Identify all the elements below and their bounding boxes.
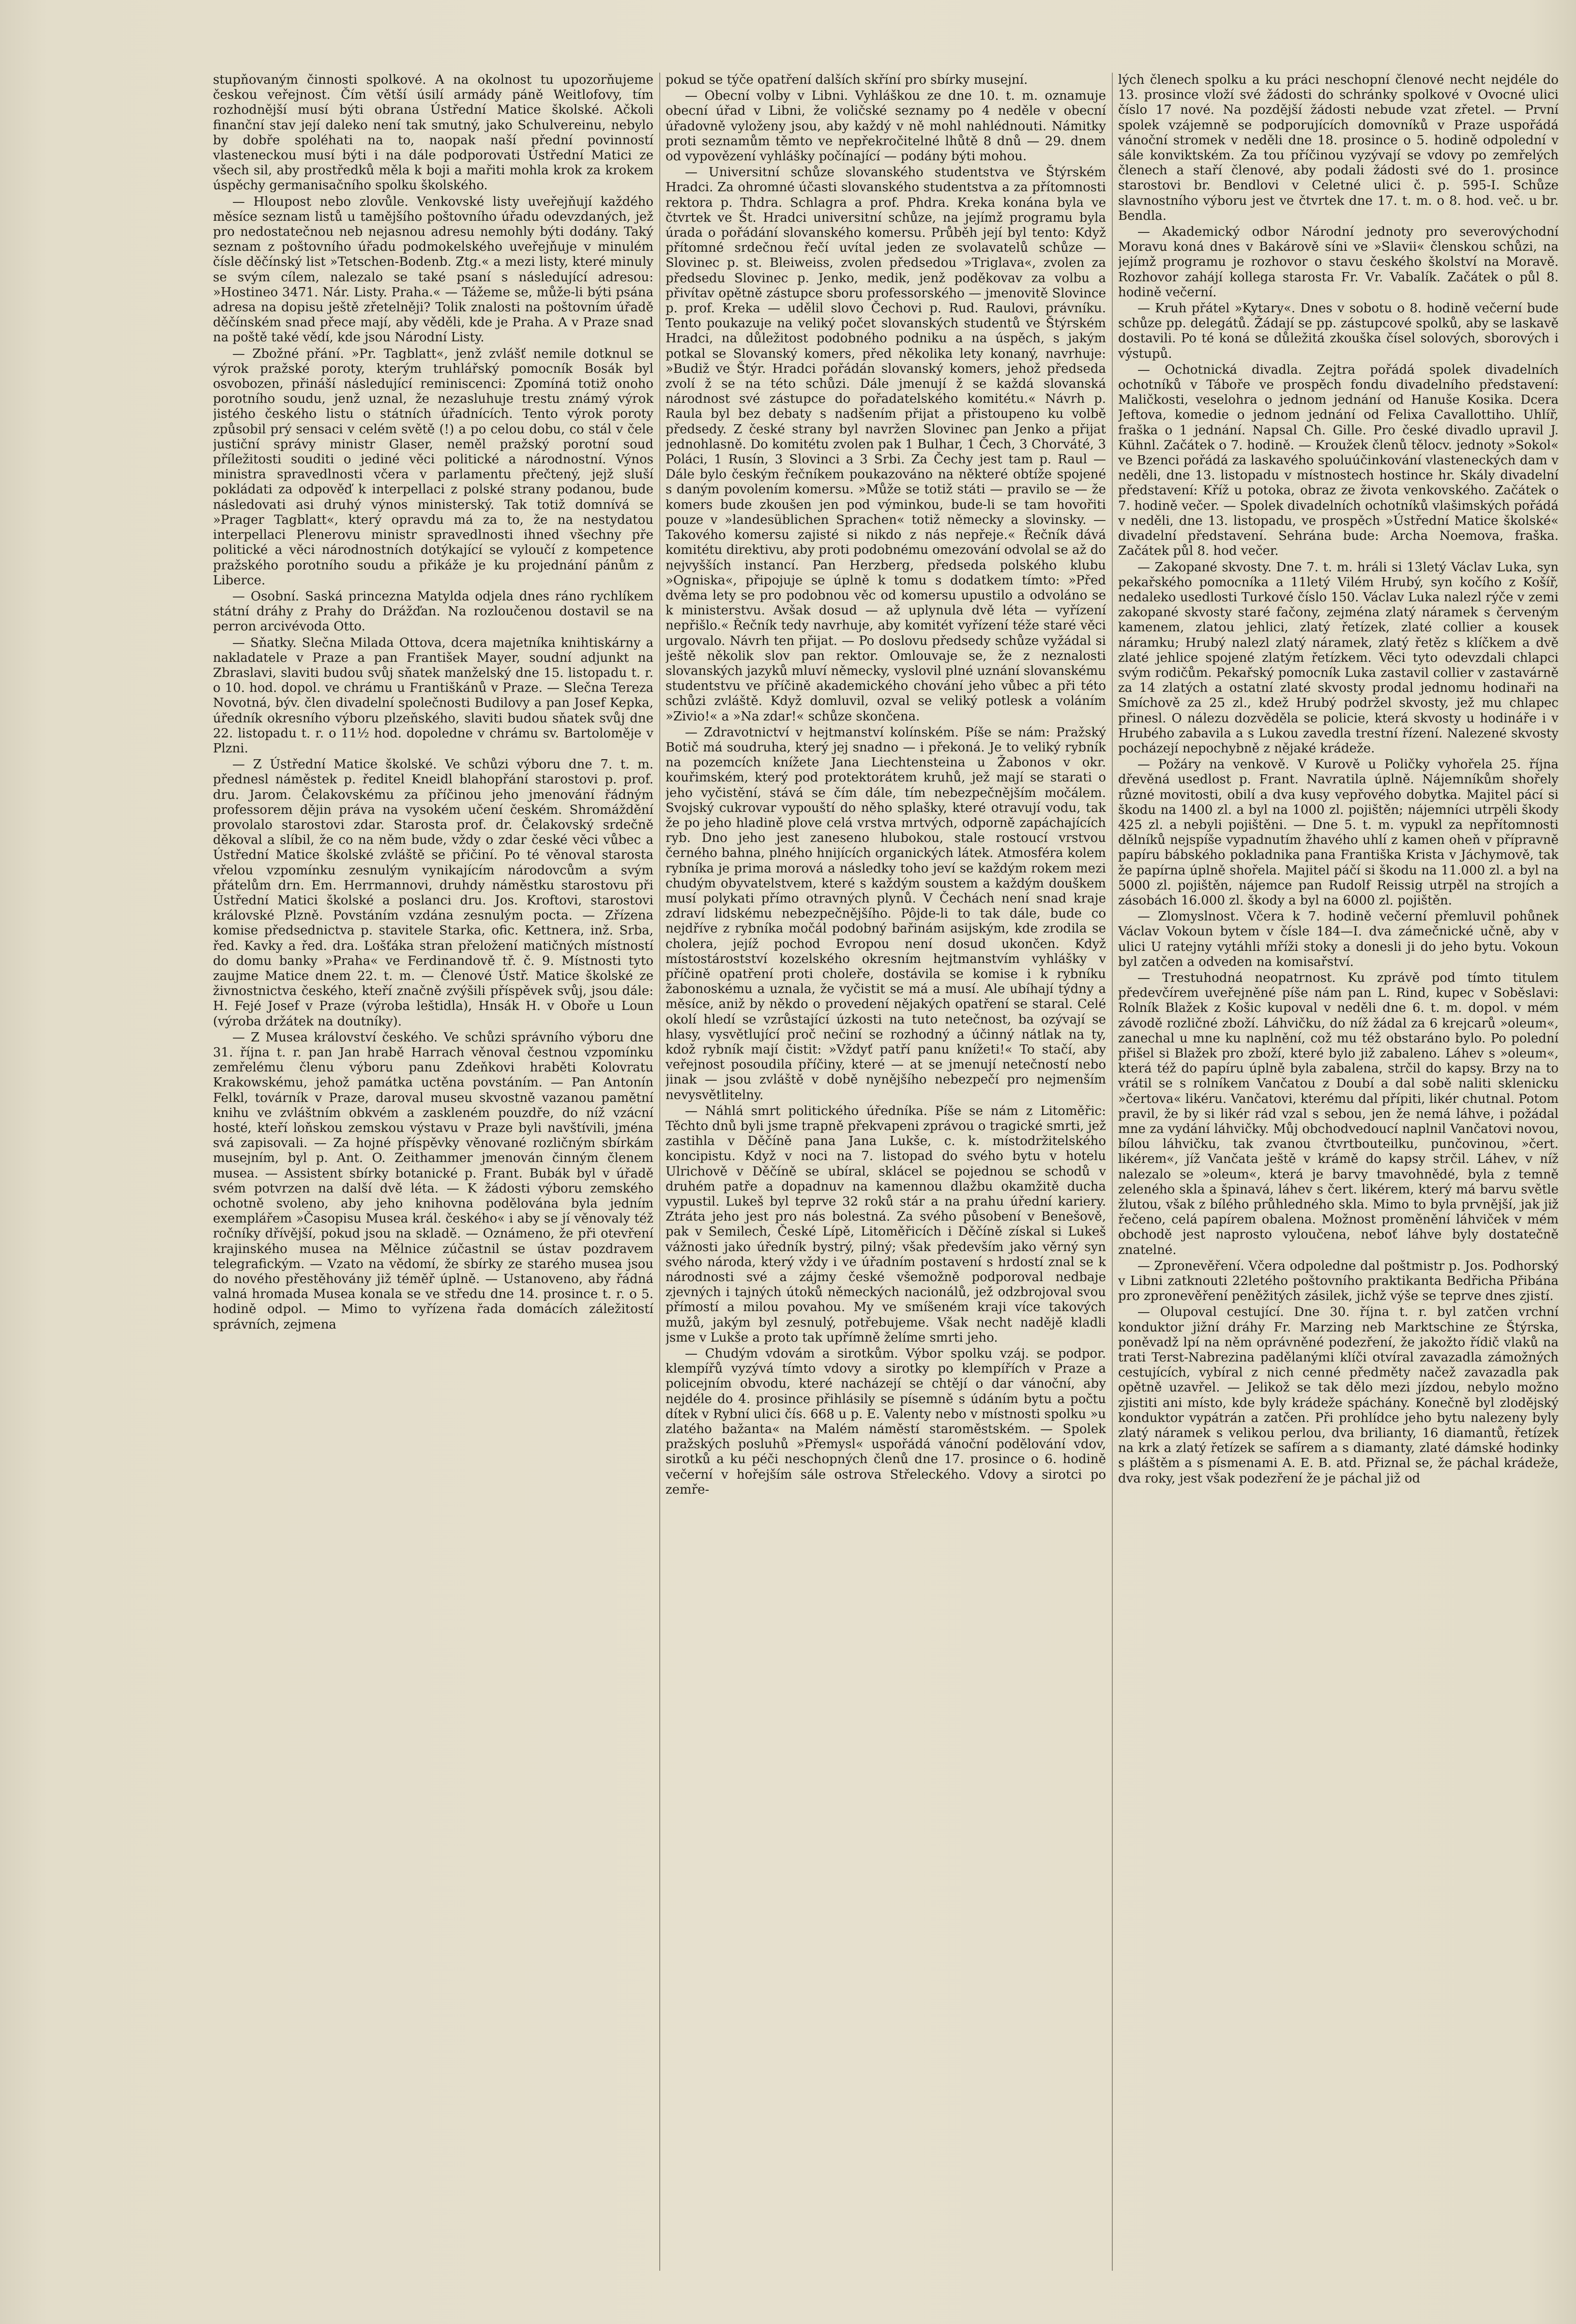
article-paragraph: — Akademický odbor Národní jednoty pro severovýchodní Moravu koná dnes v Bakárově síni ve »Slavii« členskou schůzi, na jejímž programu je rozhovor o stavu českého školství na Moravě. Rozhovor zahájí kollega starosta Fr. Vr. Vabalík. Začátek o půl 8. hodině večerní.	[1118, 225, 1559, 300]
article-paragraph: — Náhlá smrt politického úředníka. Píše se nám z Litoměřic: Těchto dnů byli jsme trapně překvapeni zprávou o tragické smrti, jež zastihla v Děčíně pana Jana Lukše, c. k. místodržitelského koncipistu. Když v noci na 7. listopad do svého bytu v hotelu Ulrichově v Děčíně se ubíral, sklácel se pojednou se schodů v druhém patře a dopadnuv na kamennou dlažbu okamžitě ducha vypustil. Lukeš byl teprve 32 roků stár a na prahu úřední kariery. Ztráta jeho jest pro nás bolestná. Za svého působení v Benešově, pak v Semilech, České Lípě, Litoměřicích i Děčíně získal si Lukeš vážnosti jako úředník bystrý, pilný; však především jako věrný syn svého národa, který vždy i ve úřadním postavení s hrdostí znal se k národnosti své a zájmy české všemožně podporoval nedbaje zjevných i tajných útoků německých nacionálů, jež odzbrojoval svou přímostí a milou povahou. My ve smíšeném kraji více takových mužů, jakým byl zesnulý, potřebujeme. Však necht nadějě kladli jsme v Lukše a proto tak upřímně želíme smrti jeho.	[666, 1103, 1106, 1345]
article-paragraph: — Osobní. Saská princezna Matylda odjela dnes ráno rychlíkem státní dráhy z Prahy do Drážďan. Na rozloučenou dostavil se na perron arcivévoda Otto.	[213, 589, 653, 634]
article-paragraph: — Zdravotnictví v hejtmanství kolínském. Píše se nám: Pražský Botič má soudruha, který jej snadno — i překoná. Je to veliký rybník na pozemcích knížete Jana Liechtensteina u Žabonos v okr. kouřimském, který pod protektorátem kruhů, jež mají se starati o jeho vyčistění, stává se čím dále, tím nebezpečnějším močálem. Svojský cukrovar vypouští do něho splašky, které otravují vodu, tak že po jeho hladině plove celá vrstva mrtvých, odporně zapáchajících ryb. Dno jeho jest zaneseno hlubokou, stale rostoucí vrstvou černého bahna, plného hnijících organických látek. Atmosféra kolem rybníka je prima morová a následky toho jeví se každým rokem mezi chudým obyvatelstvem, které s každým soustem a každým douškem musí polykati přímo otravných plynů. V Čechách není snad kraje zdraví lidskému nebezpečnějšího. Pôjde-li to tak dále, bude co nejdříve z rybníka močál podobný bařinám asijským, kde zrodila se cholera, jejíž pochod Evropou není dosud ukončen. Když místostárostství kozelského okresním hejtmanstvím vyhlášky v příčině opatření proti choleře, dostávila se komise i k rybníku žabonoskému a uznala, že vyčistit se má a musí. Ale ubíhají týdny a měsíce, aniž by někdo o provedení nějakých opatření se staral. Celé okolí hledí se vzrůstající úzkosti na tuto netečnost, ba ozývají se hlasy, vysvětlující proč nečiní se rozhodný a účinný nátlak na ty, kdož rybník mají čistit: »Vždyť patří panu knížeti!« To stačí, aby veřejnost posoudila příčiny, které — at se jmenují netečností nebo jinak — jsou zvláště v době nynějšího nebezpečí pro nejmenším nevysvětlitelny.	[666, 725, 1106, 1102]
article-paragraph: — Ochotnická divadla. Zejtra pořádá spolek divadelních ochotníků v Táboře ve prospěch fondu divadelního představení: Maličkosti, veselohra o jednom jednání od Hanuše Kosika. Dcera Jeftova, komedie o jednom jednání od Felixa Cavallottiho. Uhlíř, fraška o 1 jednání. Napsal Ch. Gille. Pro české divadlo upravil J. Kühnl. Začátek o 7. hodině. — Kroužek členů tělocv. jednoty »Sokol« ve Bzenci pořádá za laskavého spoluúčinkování vlasteneckých dam v neděli, dne 13. listopadu v místnostech hostince hr. Skály divadelní představení: Kříž u potoka, obraz ze života venkovského. Začátek o 7. hodině večer. — Spolek divadelních ochotníků vlašimských pořádá v neděli, dne 13. listopadu, ve prospěch »Ústřední Matice školské« divadelní představení. Sehrána bude: Archa Noemova, fraška. Začátek půl 8. hod večer.	[1118, 362, 1559, 559]
text-column-3	[1118, 73, 1559, 2271]
article-paragraph: — Z Musea království českého. Ve schůzi správního výboru dne 31. října t. r. pan Jan hrabě Harrach věnoval čestnou vzpomínku zemřelému členu výboru panu Zdeňkovi hraběti Kolovratu Krakowskému, jehož památka uctěna povstáním. — Pan Antonín Felkl, továrník v Praze, daroval museu skvostně vazanou pamětní knihu ve zvláštním obkvém a zaskleném pouzdře, do níž vzácní hosté, kteří loňskou zemskou výstavu v Praze byli navštívili, jména svá zapisovali. — Za hojné příspěvky věnované rozličným sbírkám musejním, byl p. Ant. O. Zeithammer jmenován činným členem musea. — Assistent sbírky botanické p. Frant. Bubák byl v úřadě svém potvrzen na další dvě léta. — K žádosti výboru zemského ochotně svoleno, aby jeho knihovna podělována byla jedním exemplářem »Časopisu Musea král. českého« i aby se jí věnovaly též ročníky dřívější, pokud jsou na skladě. — Oznámeno, že při otevření krajinského musea na Mělnice zúčastnil se ústav pozdravem telegrafickým. — Vzato na vědomí, že sbírky ze starého musea jsou do nového přestěhovány již téměř úplně. — Ustanoveno, aby řádná valná hromada Musea konala se ve středu dne 14. prosince t. r. o 5. hodině odpol. — Mimo to vyřízena řada domácích záležitostí správních, zejmena	[213, 1030, 653, 1332]
article-paragraph: — Zbožné přání. »Pr. Tagblatt«, jenž zvlášť nemile dotknul se výrok pražské poroty, kterým truhlářský pomocník Bosák byl osvobozen, přináší následující reminiscenci: Zpomíná totiž onoho porotního soudu, jenž uznal, že nezasluhuje trestu známý výrok jistého českého listu o státních úřadnících. Tento výrok poroty způsobil prý sensaci v celém světě (!) a po celou dobu, co stál v čele justiční správy ministr Glaser, neměl pražský porotní soud příležitosti souditi o jediné věci politické a národnostní. Výnos ministra spravedlnosti včera v parlamentu přečtený, jejž sluší pokládati za odpověď k interpellaci z polské strany podanou, bude následovati asi druhý výnos ministerský. Tak totiž domnívá se »Prager Tagblatt«, který opravdu má za to, že na nestydatou interpellaci Plenerovu ministr spravedlnosti ihned všechny pře politické a věci národnostních dotýkající se vyloučí z kompetence pražského porotního soudu a přikáže je ku projednání pánům z Liberce.	[213, 346, 653, 588]
column-rule	[659, 73, 660, 2271]
article-paragraph: — Hloupost nebo zlovůle. Venkovské listy uveřejňují každého měsíce seznam listů u tamějšího poštovního úřadu odevzdaných, jež pro nedostatečnou neb nejasnou adresu nemohly býti dodány. Taký seznam z poštovního úřadu podmokelského uveřejňuje v minulém čísle děčínský list »Tetschen-Bodenb. Ztg.« a mezi listy, které minuly se svým cílem, nalezalo se také psaní s následující adresou: »Hostineo 3471. Nár. Listy. Praha.« — Tážeme se, může-li býti psána adresa na dopisu ještě zřetelněji? Tolik znalosti na poštovním úřadě děčínském snad přece mají, aby věděli, kde je Praha. A v Praze snad na poště také vědí, kde jsou Národní Listy.	[213, 194, 653, 345]
column-rule	[1112, 73, 1113, 2271]
article-paragraph: — Trestuhodná neopatrnost. Ku zprávě pod tímto titulem předevčírem uveřejněné píše nám pan L. Rind, kupec v Soběslavi: Rolník Blažek z Košic kupoval v neděli dne 6. t. m. dopol. v mém závodě rozličné zboží. Láhvičku, do níž žádal za 6 krejcarů »oleum«, zanechal u mne ku naplnění, což mu též obstaráno bylo. Po polední přišel si Blažek pro zboží, které bylo již zabaleno. Láhev s »oleum«, která též do papíru úplně byla zabalena, strčil do kapsy. Brzy na to vrátil se s rolníkem Vančatou z Doubí a dal sobě naliti sklenicku »čertova« likéru. Vančatovi, kterému dal přípiti, likér chutnal. Potom pravil, že by si likér rád vzal s sebou, jen že nemá láhve, i požádal mne za vydání láhvičky. Můj obchodvedoucí naplnil Vančatovi novou, bílou láhvičku, tak zvanou čtvrtbouteilku, punčovinou, »čert. likérem«, jíž Vančata ještě v krámě do kapsy strčil. Láhev, v níž nalezalo se »oleum«, která je barvy tmavohnědé, byla z temně zeleného skla a špinavá, láhev s čert. likérem, který má barvu světle žlutou, však z bílého průhledného skla. Mimo to byla prvnější, jak již řečeno, celá papírem obalena. Možnost proměnění láhviček v mém obchodě jest naprosto vyloučena, neboť láhve byly dostatečně znatelné.	[1118, 970, 1559, 1257]
article-paragraph: — Zlomyslnost. Včera k 7. hodině večerní přemluvil pohůnek Václav Vokoun bytem v čísle 184—I. dva zámečnické učně, aby v ulici U ratejny vytáhli mříži stoky a donesli ji do jeho bytu. Vokoun byl zatčen a odveden na komisařství.	[1118, 909, 1559, 969]
article-paragraph: stupňovaným činnosti spolkové. A na okolnost tu upozorňujeme českou veřejnost. Čím větší úsilí armády páně Weitlofovy, tím rozhodnější musí býti obrana Ústřední Matice školské. Ačkoli finanční stav její daleko není tak smutný, jako Schulvereinu, nebylo by dobře spoléhati na to, naopak naší přední povinností vlasteneckou musí býti i na dále podporovati Ústřední Matici ze všech sil, aby prostředků měla k boji a mařiti mohla krok za krokem úspěchy germanisačního spolku školského.	[213, 73, 653, 193]
article-paragraph: — Chudým vdovám a sirotkům. Výbor spolku vzáj. se podpor. klempířů vyzývá tímto vdovy a sirotky po klempířích v Praze a policejním obvodu, které nacházejí se chtějí o dar vánoční, aby nejdéle do 4. prosince přihlásily se písemně s údáním bytu a počtu dítek v Rybní ulici čís. 668 u p. E. Valenty nebo v místnosti spolku »u zlatého bažanta« na Malém náměstí staroměstském. — Spolek pražských posluhů »Přemysl« uspořádá vánoční podělování vdov, sirotků a ku péči neschopných členů dne 17. prosince o 6. hodině večerní v hořejším sále ostrova Střeleckého. Vdovy a sirotci po zemře-	[666, 1346, 1106, 1497]
article-paragraph: — Sňatky. Slečna Milada Ottova, dcera majetníka knihtiskárny a nakladatele v Praze a pan František Mayer, soudní adjunkt na Zbraslavi, slaviti budou svůj sňatek manželský dne 15. listopadu t. r. o 10. hod. dopol. ve chrámu u Františkánů v Praze. — Slečna Tereza Novotná, býv. člen divadelní společnosti Budilovy a pan Josef Kepka, úředník okresního výboru plzeňského, slaviti budou sňatek svůj dne 22. listopadu t. r. o 11½ hod. dopoledne v chrámu sv. Bartoloměje v Plzni.	[213, 635, 653, 756]
text-column-1	[213, 73, 653, 2271]
text-column-2	[666, 73, 1106, 2271]
article-paragraph: — Z Ústřední Matice školské. Ve schůzi výboru dne 7. t. m. přednesl náměstek p. ředitel Kneidl blahopřání starostovi p. prof. dru. Jarom. Čelakovskému za příčinou jeho jmenování řádným professorem dějin práva na vysokém učení českém. Shromáždění provolalo starostovi zdar. Starosta prof. dr. Čelakovský srdečně děkoval a slíbil, že co na něm bude, vždy o zdar české věci vůbec a Ústřední Matice školské zvláště se přičiní. Po té věnoval starosta vřelou vzpomínku zesnulým vynikajícím národovcům a svým přátelům drn. Em. Herrmannovi, druhdy náměstku starostovu při Ústřední Matici školské a poslanci dru. Jos. Kroftovi, starostovi královské Plzně. Povstáním vzdána zesnulým pocta. — Zřízena komise předsednictva p. stavitele Starka, ofic. Kettnera, inž. Srba, řed. Kavky a řed. dra. Lošťáka stran přeložení matičných místností do domu banky »Praha« ve Ferdinandově tř. č. 9. Místnosti tyto zaujme Matice dnem 22. t. m. — Členové Ústř. Matice školské ze živnostnictva českého, kteří značně zvýšili příspěvek svůj, jsou dále: H. Fejé Josef v Praze (výroba leštidla), Hnsák H. v Oboře u Loun (výroba držátek na doutníky).	[213, 757, 653, 1029]
article-paragraph: pokud se týče opatření dalších skříní pro sbírky musejní.	[666, 73, 1028, 87]
article-paragraph: — Olupoval cestující. Dne 30. října t. r. byl zatčen vrchní konduktor jižní dráhy Fr. Marzing neb Marktschine ze Štýrska, poněvadž lpí na něm oprávněné podezření, že jakožto řídič vlaků na trati Terst-Nabrezina padělanými klíči otvíral zavazadla zámožných cestujících, vybíral z nich cenné předměty načež zavazadla pak opětně uzavřel. — Jelikož se tak dělo mezi jízdou, nebylo možno zjistiti ani místo, kde byly krádeže spáchány. Konečně byl zlodějský konduktor vypátrán a zatčen. Při prohlídce jeho bytu nalezeny byly zlatý náramek s velikou perlou, dva brilianty, 16 diamantů, řetízek na krk a zlatý řetízek se safírem a s diamanty, zlaté dámské hodinky s pláštěm a s písmenami A. E. B. atd. Přiznal se, že páchal krádeže, dva roky, jest však podezření že je páchal již od	[1118, 1305, 1559, 1486]
article-paragraph: — Zakopané skvosty. Dne 7. t. m. hráli si 13letý Václav Luka, syn pekařského pomocníka a 11letý Vilém Hrubý, syn kočího z Košíř, nedaleko usedlosti Turkové číslo 150. Václav Luka nalezl rýče v zemi zakopané skvosty staré fačony, zejména zlatý náramek s červeným kamenem, zlatou jehlici, zlatý řetízek, zlaté collier a kousek náramku; Hrubý nalezl zlatý náramek, zlatý řetěz s klíčkem a dvě zlaté jehlice spojené zlatým řetízkem. Věci tyto odevzdali chlapci svým rodičům. Pekařský pomocník Luka zastavil collier v zastavárně za 14 zlatých a ostatní zlaté skvosty prodal jednomu hodinaři na Smíchově za 25 zl., kdež Hrubý podržel skvosty, jež mu chlapec přinesl. O nálezu dozvěděla se policie, která skvosty u hodináře i v Hrubého zabavila a s Lukou zavedla trestní řízení. Nalezené skvosty pocházejí nepochybně z nějaké krádeže.	[1118, 560, 1559, 756]
article-paragraph: — Universitní schůze slovanského studentstva ve Štýrském Hradci. Za ohromné účasti slovanského studentstva a za přítomnosti rektora p. Thdra. Schlagra a prof. Phdra. Kreka konána byla ve čtvrtek ve Št. Hradci universitní schůze, na jejímž programu byla úrada o pořádání slovanského komersu. Průběh její byl tento: Když přítomné srdečnou řečí uvítal jeden ze svolavatelů schůze — Slovinec p. st. Bleiweiss, zvolen předsedou »Triglava«, zvolen za předsedu Slovinec p. Jenko, medik, jenž poděkovav za volbu a přivítav opětně zástupce sboru professorského — jmenovitě Slovince p. prof. Kreka — udělil slovo Čechovi p. Rud. Raulovi, právníku. Tento poukazuje na veliký počet slovanských studentů ve Štýrském Hradci, na důležitost podobného podniku a na úspěch, s jakým potkal se Slovanský komers, před několika lety konaný, navrhuje: »Budiž ve Štýr. Hradci pořádán slovanský komers, jehož předseda zvolí ž se na této schůzi. Dále jmenují ž se každá slovanská národnost své zástupce do pořadatelského komitétu.« Návrh p. Raula byl bez debaty s nadšením přijat a přistoupeno ku volbě předsedy. Z české strany byl navržen Slovinec pan Jenko a přijat jednohlasně. Do komitétu zvolen pak 1 Bulhar, 1 Čech, 3 Chorváté, 3 Poláci, 1 Rusín, 3 Slovinci a 3 Srbi. Za Čechy jest tam p. Raul — Dále bylo českým řečníkem poukazováno na některé obtíže spojené s daným povolením komersu. »Může se totiž státi — pravilo se — že komers bude zkoušen jen pod výminkou, bude-li se tam hovořiti pouze v »landesüblichen Sprachen« totiž německy a slovinsky. — Takového komersu zajisté si nikdo z nás nepřeje.« Řečník dává komitétu direktivu, aby proti podobnému omezování odvolal se až do nejvyšších instancí. Pan Herzberg, předseda polského klubu »Ogniska«, připojuje se úplně k tomu s dodatkem tímto: »Před dvěma lety se pro podobnou věc od komersu upustilo a odvoláno se k ministerstvu. Avšak dosud — až uplynula dvě léta — vyřízení nepřišlo.« Řečník tedy navrhuje, aby komitét vyřízení téže staré věci urgovalo. Návrh ten přijat. — Po doslovu předsedy schůze vyžádal si ještě několik slov pan rektor. Omlouvaje se, že z neznalosti slovanských jazyků mluví německy, vyslovil plné uznání slovanskému studentstvu ve příčině akademického chování jeho vůbec a při této schůzi zvláště. Když domluvil, ozval se veliký potlesk a voláním »Zivio!« a »Na zdar!« schůze skončena.	[666, 165, 1106, 724]
article-paragraph: — Obecní volby v Libni. Vyhláškou ze dne 10. t. m. oznamuje obecní úřad v Libni, že voličské seznamy po 4 neděle v obecní úřadovně vyloženy jsou, aby každý v ně mohl nahlédnouti. Námitky proti seznamům těmto ve nepřekročitelné lhůtě 8 dnů — 29. dnem od vypovězení vyhlášky počínající — podány býti mohou.	[666, 89, 1106, 164]
article-paragraph: — Kruh přátel »Kytary«. Dnes v sobotu o 8. hodině večerní bude schůze pp. delegátů. Žádají se pp. zástupcové spolků, aby se laskavě dostavili. Po té koná se důležitá zkouška čísel solových, sborových i výstupů.	[1118, 301, 1559, 361]
article-paragraph: — Požáry na venkově. V Kurově u Poličky vyhořela 25. října dřevěná usedlost p. Frant. Navratila úplně. Nájemníkům shořely různé movitosti, obilí a dva kusy vepřového dobytka. Majitel pácí si škodu na 1400 zl. a byl na 1000 zl. pojištěn; nájemníci utrpěli škody 425 zl. a nebyli pojištěni. — Dne 5. t. m. vypukl za nepřítomnosti dělníků nejspíše vypadnutím žhavého uhlí z kamen oheň v přípravně papíru bábského pokladnika pana Františka Krista v Jáchymově, tak že papírna úplně shořela. Majitel páčí si škodu na 11.000 zl. a byl na 5000 zl. pojištěn, nájemce pan Rudolf Reissig utrpěl na strojích a zásobách 16.000 zl. škody a byl na 6000 zl. pojištěn.	[1118, 757, 1559, 908]
article-paragraph: — Zpronevěření. Včera odpoledne dal poštmistr p. Jos. Podhorský v Libni zatknouti 22letého poštovního praktikanta Bedřicha Přibána pro zpronevěření peněžitých zásilek, jichž výše se teprve dnes zjistí.	[1118, 1258, 1559, 1304]
article-paragraph: lých členech spolku a ku práci neschopní členové necht nejdéle do 13. prosince vloží své žádosti do schránky spolkové v Ovocné ulici číslo 17 nové. Na pozdější žádosti nebude vzat zřetel. — První spolek vzájemně se podporujících domovníků v Praze uspořádá vánoční stromek v neděli dne 18. prosince o 5. hodině odpolední v sále konviktském. Za tou příčinou vyzývají se vdovy po zemřelých členech a staří členové, aby podali žádosti své do 1. prosince starostovi br. Bendlovi v Celetné ulici č. p. 595-I. Schůze slavnostního výboru jest ve čtvrtek dne 17. t. m. o 8. hod. več. u br. Bendla.	[1118, 73, 1559, 223]
